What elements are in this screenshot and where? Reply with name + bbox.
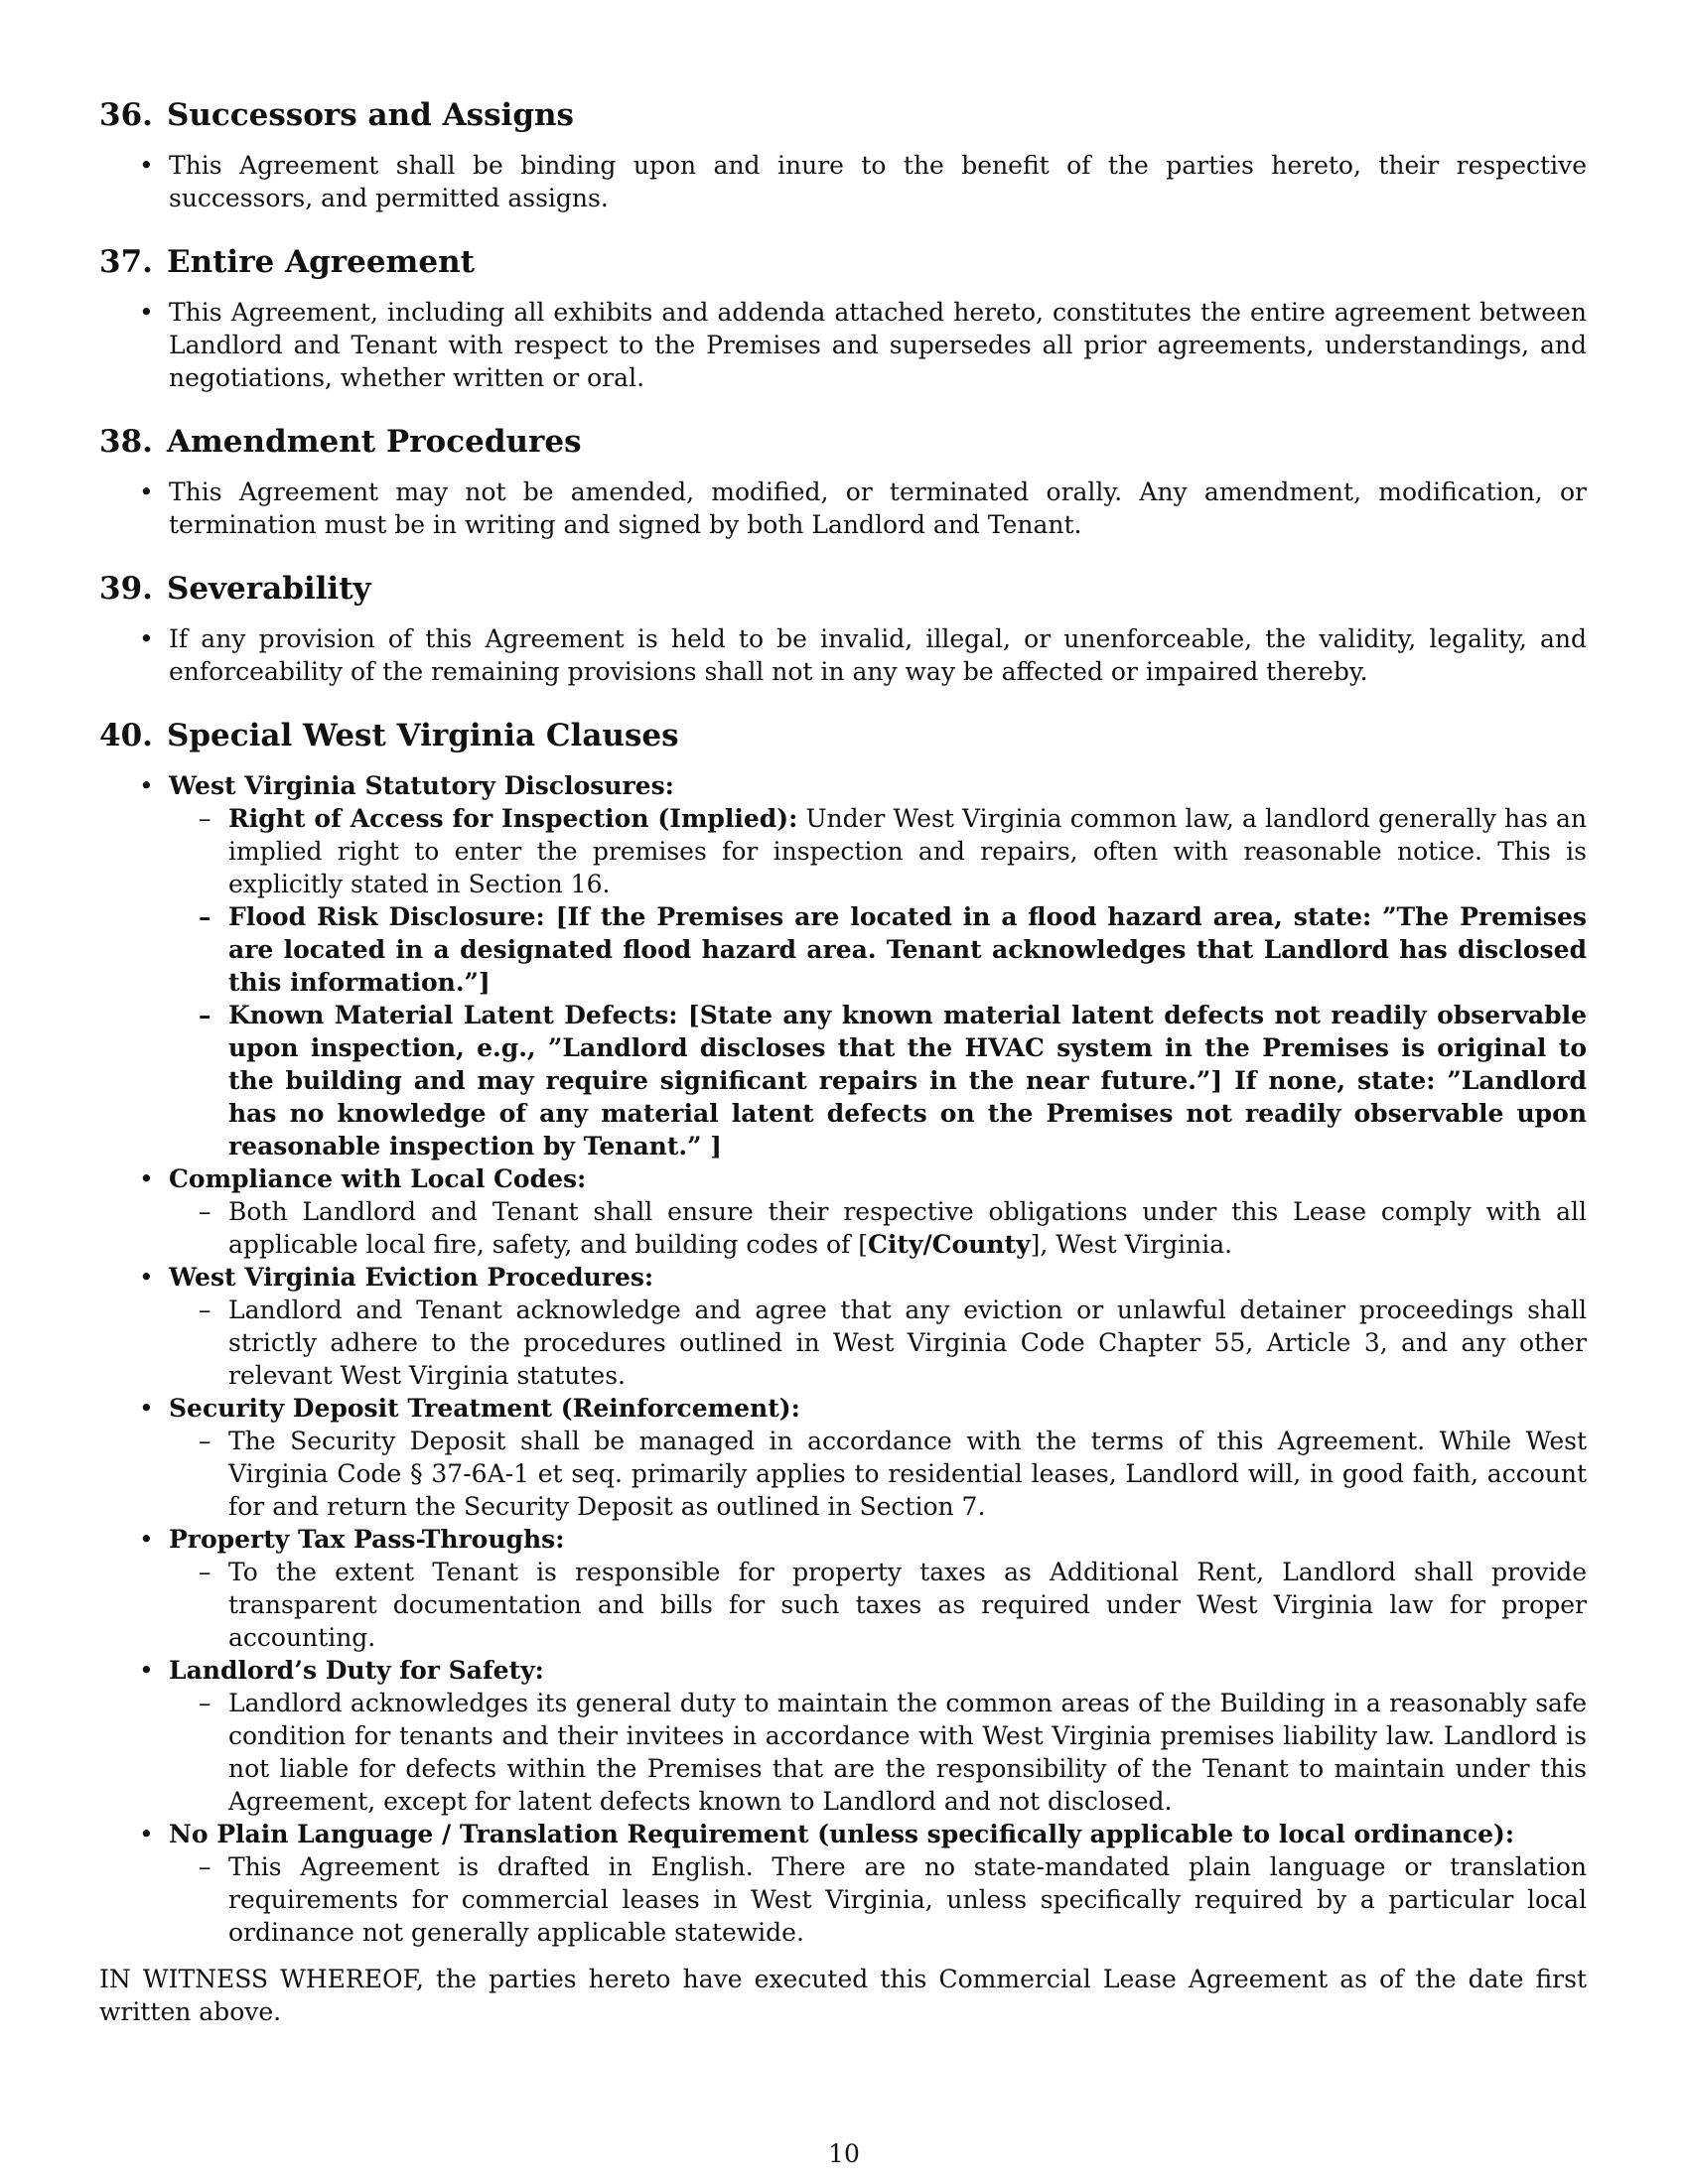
section-heading: 37. Entire Agreement [99, 244, 475, 280]
bullet-item-disclosures [99, 769, 1587, 1162]
clause-heading: No Plain Language / Translation Requirement (unless specifically applicable to local ordinance): [169, 1820, 1515, 1848]
document-page [99, 95, 1587, 2053]
section-heading: 36. Successors and Assigns [99, 97, 574, 133]
dash-item: – This Agreement is drafted in English. There are no state-mandated plain language or translation requirements for commercial leases in West Virginia, unless specifically required by a particular local ordinance not generally applicable statewide. [169, 1850, 1587, 1949]
dash-item: – Landlord acknowledges its general duty to maintain the common areas of the Building in a reasonably safe condition for tenants and their invitees in accordance with West Virginia premises liability law. Landlord is not liable for defects within the Premises that are the responsibility of the Tenant to maintain under this Agreement, except for latent defects known to Landlord and not disclosed. [169, 1687, 1587, 1818]
dash-item-access [169, 802, 1587, 900]
clause-heading: Security Deposit Treatment (Reinforcement): [169, 1394, 800, 1423]
dash-list [169, 1556, 1587, 1654]
bullet-list [99, 769, 1587, 1949]
clause-label: Right of Access for Inspection (Implied): [228, 804, 798, 833]
bullet-item-plain-language [99, 1818, 1587, 1949]
section-39 [99, 569, 1587, 688]
clause-heading: West Virginia Statutory Disclosures: [169, 771, 674, 800]
clause-heading: Landlord’s Duty for Safety: [169, 1656, 544, 1685]
dash-list [169, 1425, 1587, 1523]
bullet-list [99, 476, 1587, 541]
section-37 [99, 242, 1587, 394]
bullet-list [99, 622, 1587, 688]
section-heading: 39. Severability [99, 571, 371, 607]
clause-heading: Compliance with Local Codes: [169, 1164, 587, 1193]
dash-item: – Landlord and Tenant acknowledge and agree that any eviction or unlawful detainer proceedings shall strictly adhere to the procedures outlined in West Virginia Code Chapter 55, Article 3, and any other relevant West Virginia statutes. [169, 1294, 1587, 1392]
section-heading: 40. Special West Virginia Clauses [99, 718, 679, 753]
placeholder-city-county: City/County [868, 1230, 1031, 1259]
page-number: 10 [828, 2139, 860, 2168]
section-38 [99, 422, 1587, 541]
bullet-item: • This Agreement shall be binding upon and inure to the benefit of the parties hereto, their respective successors, and permitted assigns. [99, 149, 1587, 214]
section-40 [99, 716, 1587, 1949]
witness-statement: IN WITNESS WHEREOF, the parties hereto have executed this Commercial Lease Agreement as of the date first written above. [99, 1965, 1587, 2026]
bullet-item-security-deposit [99, 1392, 1587, 1523]
bullet-list [99, 149, 1587, 214]
clause-heading: Property Tax Pass-Throughs: [169, 1525, 565, 1554]
bullet-item-safety [99, 1654, 1587, 1818]
section-heading: 38. Amendment Procedures [99, 424, 582, 460]
bullet-item: • If any provision of this Agreement is held to be invalid, illegal, or unenforceable, the validity, legality, and enforceability of the remaining provisions shall not in any way be affected or impaired thereby. [99, 622, 1587, 688]
dash-list [169, 1294, 1587, 1392]
dash-list [169, 1850, 1587, 1949]
dash-list [169, 1687, 1587, 1818]
bullet-item-local-codes [99, 1162, 1587, 1261]
bullet-list [99, 296, 1587, 394]
section-36 [99, 95, 1587, 214]
dash-item: – Both Landlord and Tenant shall ensure their respective obligations under this Lease comply with all applicable local fire, safety, and building codes of [City/County], West Virginia. [169, 1195, 1587, 1261]
dash-item-flood: – Flood Risk Disclosure: [If the Premises are located in a flood hazard area, state: ”The Premises are located in a designated flood hazard area. Tenant acknowledges that Landlord has disclosed this information.”] [169, 900, 1587, 999]
dash-item: – The Security Deposit shall be managed in accordance with the terms of this Agreement. While West Virginia Code § 37-6A-1 et seq. primarily applies to residential leases, Landlord will, in good faith, account for and return the Security Deposit as outlined in Section 7. [169, 1425, 1587, 1523]
clause-heading: West Virginia Eviction Procedures: [169, 1263, 654, 1292]
bullet-item-property-tax [99, 1523, 1587, 1654]
bullet-item-eviction [99, 1261, 1587, 1392]
clause-text: Under West Virginia common law, a landlord generally has an implied right to enter the premises for inspection and repairs, often with reasonable notice. This is explicitly stated in Section 16. [228, 804, 1587, 898]
bullet-item: • This Agreement may not be amended, modified, or terminated orally. Any amendment, modification, or termination must be in writing and signed by both Landlord and Tenant. [99, 476, 1587, 541]
dash-list [169, 802, 1587, 1162]
dash-item: – To the extent Tenant is responsible for property taxes as Additional Rent, Landlord shall provide transparent documentation and bills for such taxes as required under West Virginia law for proper accounting. [169, 1556, 1587, 1654]
dash-item-defects: – Known Material Latent Defects: [State any known material latent defects not readily observable upon inspection, e.g., ”Landlord discloses that the HVAC system in the Premises is original to the building and may require significant repairs in the near future.”] If none, state: ”Landlord has no knowledge of any material latent defects on the Premises not readily observable upon reasonable inspection by Tenant.” ] [169, 999, 1587, 1162]
bullet-item: • This Agreement, including all exhibits and addenda attached hereto, constitutes the entire agreement between Landlord and Tenant with respect to the Premises and supersedes all prior agreements, understandings, and negotiations, whether written or oral. [99, 296, 1587, 394]
dash-list [169, 1195, 1587, 1261]
